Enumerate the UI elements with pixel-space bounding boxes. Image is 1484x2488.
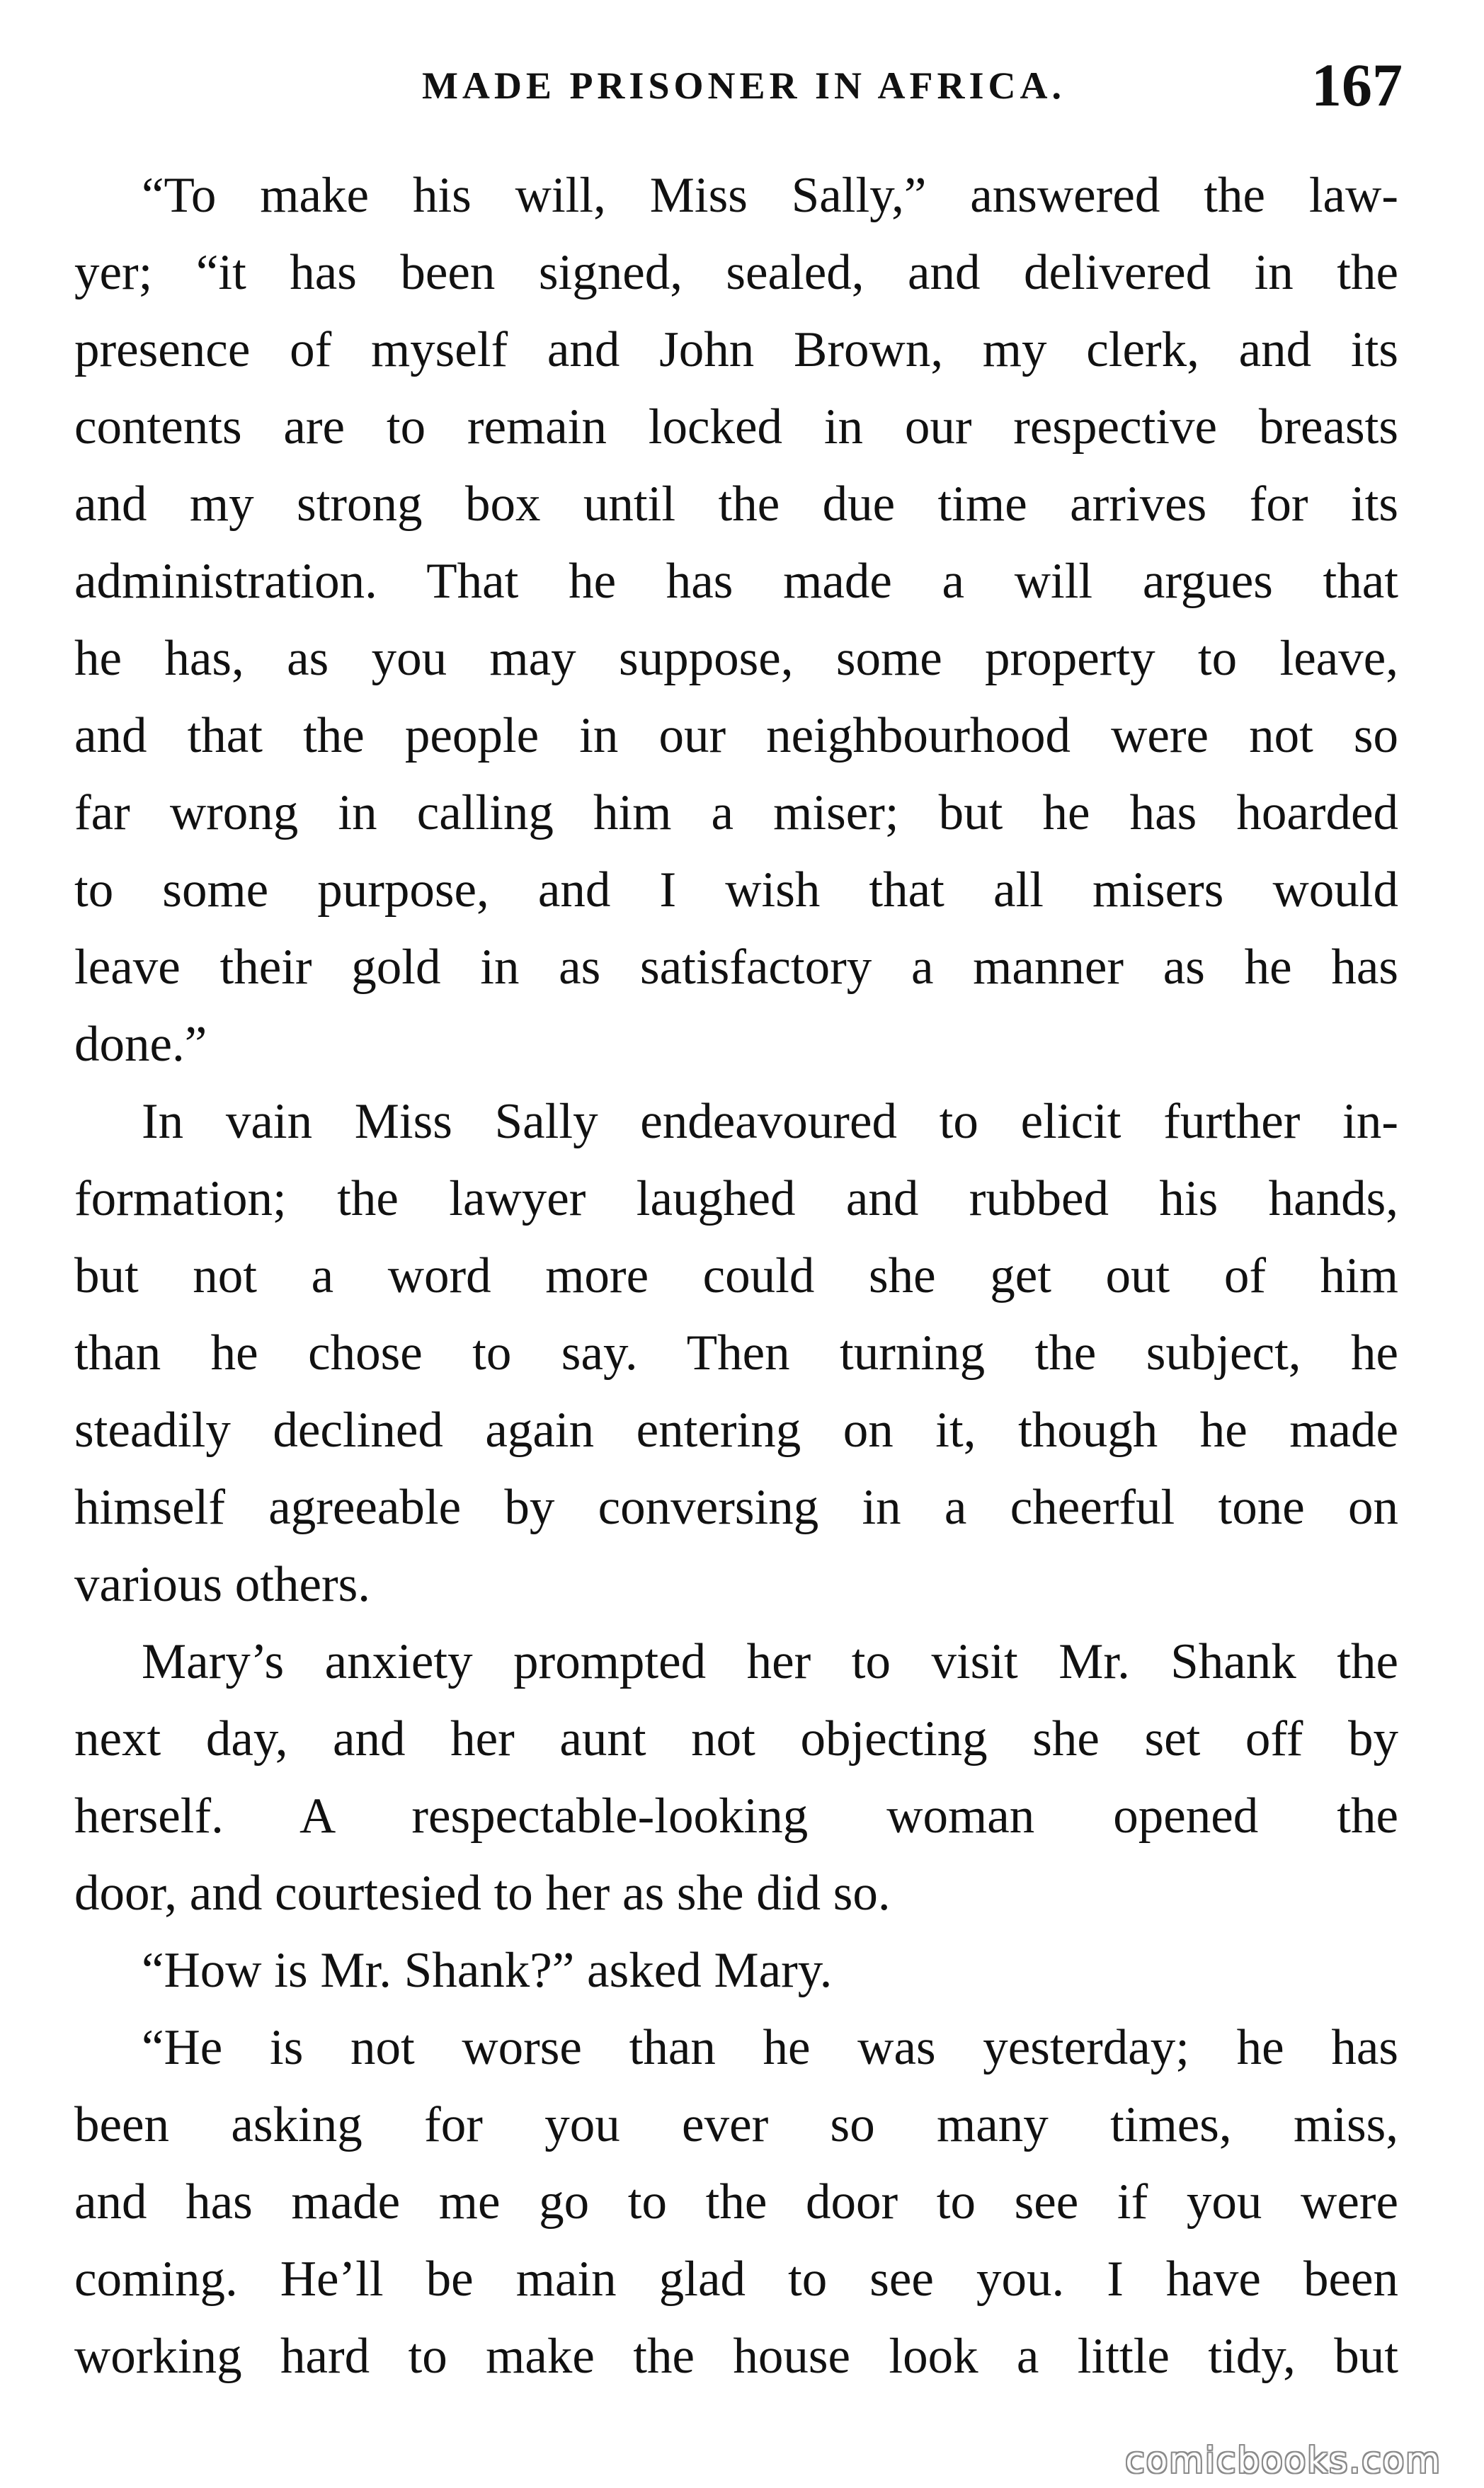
text-line: next day, and her aunt not objecting she set off by [74, 1711, 1398, 1767]
text-line: been asking for you ever so many times, miss, [74, 2097, 1398, 2152]
text-line: “To make his will, Miss Sally,” answered the law- [142, 168, 1398, 223]
text-line: and has made me go to the door to see if you were [74, 2174, 1398, 2230]
paragraph [74, 157, 1398, 1083]
text-line: In vain Miss Sally endeavoured to elicit further in- [142, 1094, 1398, 1149]
text-line: he has, as you may suppose, some property to leave, [74, 631, 1398, 686]
watermark: comicbooks.com [1125, 2440, 1442, 2481]
text-line: leave their gold in as satisfactory a manner as he has [74, 940, 1398, 995]
text-line: himself agreeable by conversing in a cheerful tone on [74, 1480, 1398, 1535]
running-title: MADE PRISONER IN AFRICA. [421, 64, 1066, 107]
text-line: and my strong box until the due time arrives for its [74, 477, 1398, 532]
body-text [74, 157, 1398, 2395]
text-line: contents are to remain locked in our respective breasts [74, 399, 1398, 455]
page-number: 167 [1311, 51, 1403, 119]
text-line: to some purpose, and I wish that all misers would [74, 862, 1398, 918]
text-line: done.” [74, 1017, 207, 1072]
text-line: Mary’s anxiety prompted her to visit Mr. Shank the [142, 1634, 1398, 1689]
text-line: working hard to make the house look a little tidy, but [74, 2329, 1398, 2384]
running-header [85, 50, 1403, 127]
text-line: yer; “it has been signed, sealed, and delivered in the [74, 245, 1398, 300]
text-line: door, and courtesied to her as she did so. [74, 1866, 891, 1921]
text-line: presence of myself and John Brown, my clerk, and its [74, 322, 1398, 377]
text-line: “How is Mr. Shank?” asked Mary. [142, 1943, 833, 1998]
text-line: “He is not worse than he was yesterday; he has [142, 2020, 1398, 2075]
paragraph [74, 1932, 1398, 2009]
paragraph [74, 1083, 1398, 1624]
text-line: far wrong in calling him a miser; but he has hoarded [74, 785, 1398, 840]
paragraph [74, 2009, 1398, 2395]
text-line: various others. [74, 1557, 371, 1612]
text-line: steadily declined again entering on it, though he made [74, 1403, 1398, 1458]
text-line: coming. He’ll be main glad to see you. I have been [74, 2252, 1398, 2307]
text-line: than he chose to say. Then turning the subject, he [74, 1325, 1398, 1381]
text-line: formation; the lawyer laughed and rubbed his hands, [74, 1171, 1398, 1226]
text-line: but not a word more could she get out of him [74, 1248, 1398, 1303]
text-line: and that the people in our neighbourhood were not so [74, 708, 1398, 763]
text-line: administration. That he has made a will argues that [74, 554, 1398, 609]
paragraph [74, 1624, 1398, 1932]
text-line: herself. A respectable-looking woman opened the [74, 1788, 1398, 1844]
